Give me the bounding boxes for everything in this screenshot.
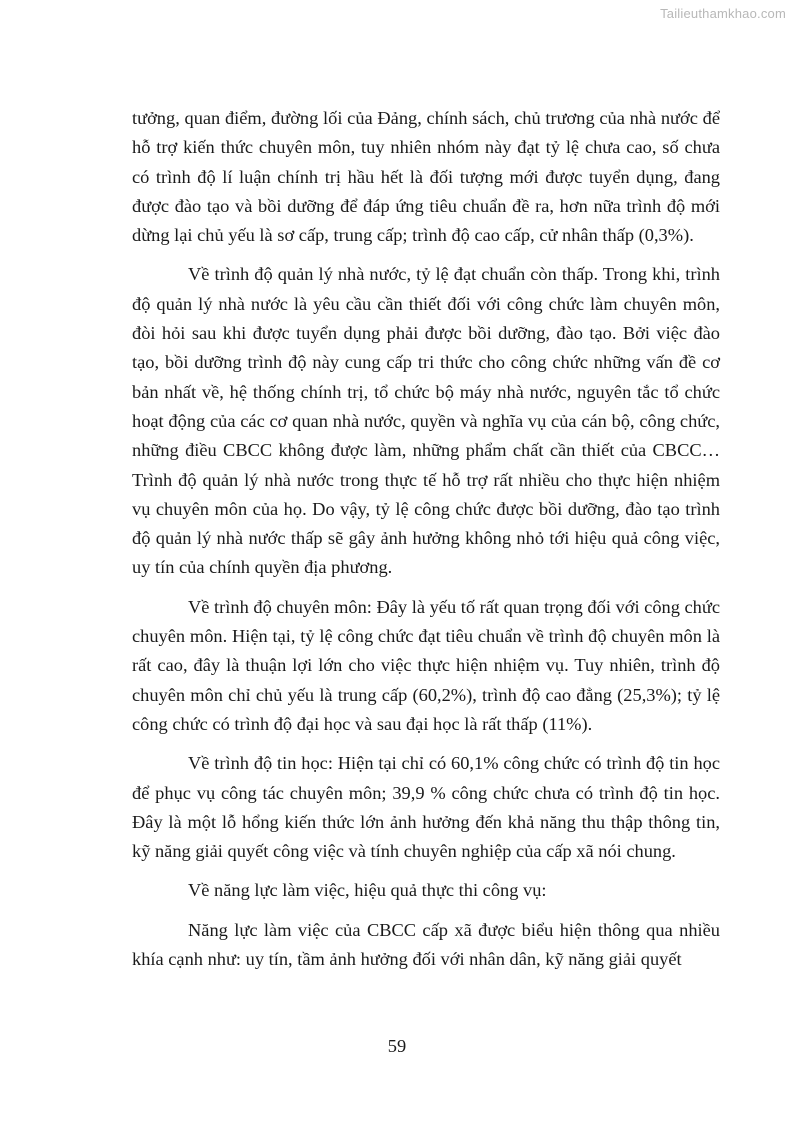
paragraph-work-capacity-heading: Về năng lực làm việc, hiệu quả thực thi công vụ: <box>188 880 547 901</box>
paragraph-continuation: tưởng, quan điểm, đường lối của Đảng, chính sách, chủ trương của nhà nước để hỗ trợ kiến thức chuyên môn, tuy nhiên nhóm này đạt tỷ lệ chưa cao, số chưa có trình độ lí luận chính trị hầu hết là đối tượng mới được tuyển dụng, đang được đào tạo và bồi dưỡng để đáp ứng tiêu chuẩn đề ra, hơn nữa trình độ mới dừng lại chủ yếu là sơ cấp, trung cấp; trình độ cao cấp, cử nhân thấp (0,3%). <box>132 108 720 246</box>
paragraph-professional-level: Về trình độ chuyên môn: Đây là yếu tố rất quan trọng đối với công chức chuyên môn. Hiện tại, tỷ lệ công chức đạt tiêu chuẩn về trình độ chuyên môn là rất cao, đây là thuận lợi lớn cho việc thực hiện nhiệm vụ. Tuy nhiên, trình độ chuyên môn chỉ chủ yếu là trung cấp (60,2%), trình độ cao đẳng (25,3%); tỷ lệ công chức có trình độ đại học và sau đại học là rất thấp (11%). <box>132 596 720 734</box>
paragraph-it-level: Về trình độ tin học: Hiện tại chỉ có 60,1% công chức có trình độ tin học để phục vụ công tác chuyên môn; 39,9 % công chức chưa có trình độ tin học. Đây là một lỗ hổng kiến thức lớn ảnh hưởng đến khả năng thu thập thông tin, kỹ năng giải quyết công việc và tính chuyên nghiệp của cấp xã nói chung. <box>132 753 720 862</box>
paragraph-state-management: Về trình độ quản lý nhà nước, tỷ lệ đạt chuẩn còn thấp. Trong khi, trình độ quản lý nhà nước là yêu cầu cần thiết đối với công chức làm chuyên môn, đòi hỏi sau khi được tuyển dụng phải được bồi dưỡng, đào tạo. Bởi việc đào tạo, bồi dưỡng trình độ này cung cấp tri thức cho công chức những vấn đề cơ bản nhất về, hệ thống chính trị, tổ chức bộ máy nhà nước, nguyên tắc tổ chức hoạt động của các cơ quan nhà nước, quyền và nghĩa vụ của cán bộ, công chức, những điều CBCC không được làm, những phẩm chất cần thiết của CBCC…Trình độ quản lý nhà nước trong thực tế hỗ trợ rất nhiều cho thực hiện nhiệm vụ chuyên môn của họ. Do vậy, tỷ lệ công chức được bồi dưỡng, đào tạo trình độ quản lý nhà nước thấp sẽ gây ảnh hưởng không nhỏ tới hiệu quả công việc, uy tín của chính quyền địa phương. <box>132 264 720 578</box>
watermark-text: Tailieuthamkhao.com <box>660 6 786 21</box>
paragraph-work-capacity: Năng lực làm việc của CBCC cấp xã được biểu hiện thông qua nhiều khía cạnh như: uy tín, tầm ảnh hưởng đối với nhân dân, kỹ năng giải quyết <box>132 919 720 970</box>
page-number: 59 <box>387 1036 407 1056</box>
page-body <box>132 104 720 974</box>
